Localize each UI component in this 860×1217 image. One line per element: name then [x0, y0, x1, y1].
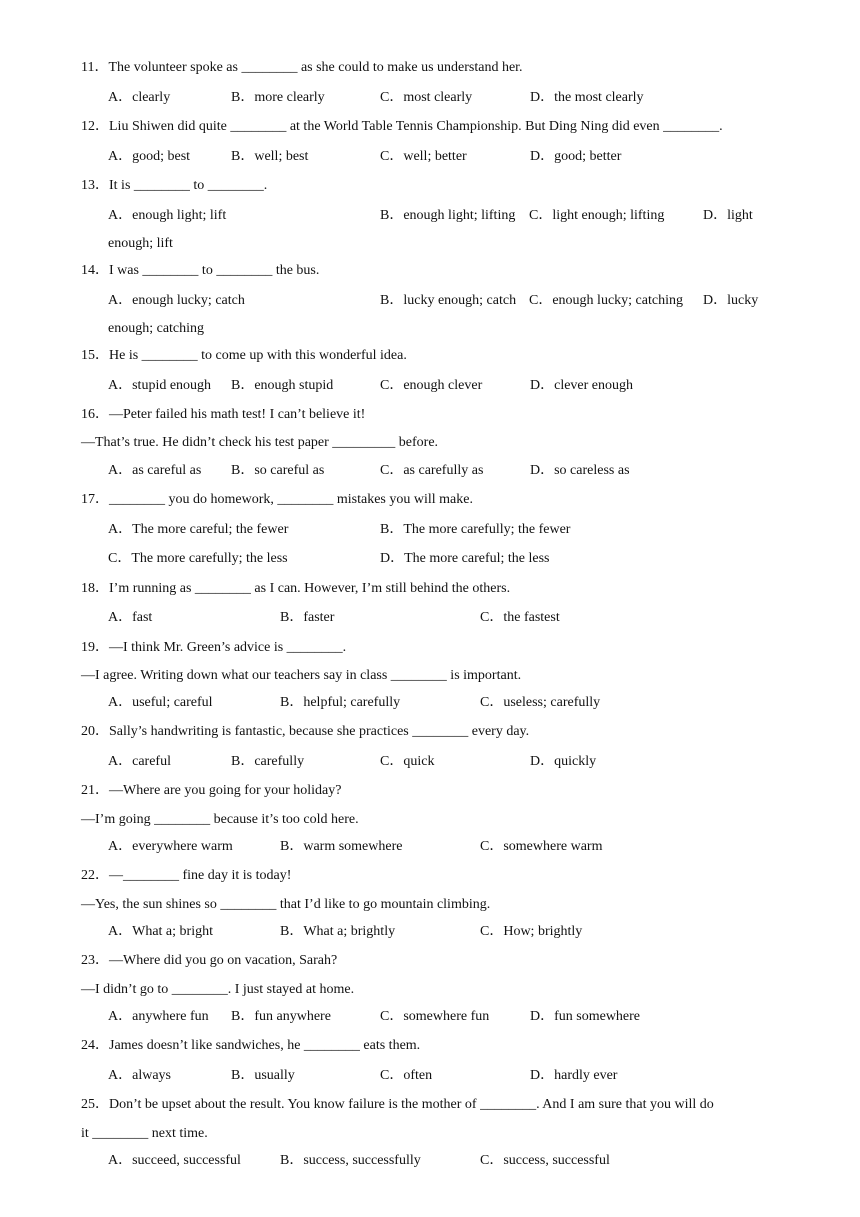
option-b: B．more clearly [231, 90, 325, 105]
option-c: C．as carefully as [380, 463, 484, 478]
option-d: D．hardly ever [530, 1068, 618, 1083]
option-b: B．helpful; carefully [280, 695, 401, 710]
option-b: B．lucky enough; catch [380, 293, 517, 308]
option-c: C．somewhere warm [480, 839, 603, 854]
option-c: C．quick [380, 754, 435, 769]
option-b: B．well; best [231, 149, 309, 164]
option-c: C．enough clever [380, 378, 483, 393]
option-d: D．good; better [530, 149, 622, 164]
option-c: C．somewhere fun [380, 1009, 490, 1024]
option-c: C．often [380, 1068, 433, 1083]
question-21-reply: —I’m going ________ because it’s too cold here. [81, 812, 359, 827]
question-21: 21．—Where are you going for your holiday? [81, 783, 342, 798]
option-d: D．light [703, 208, 753, 223]
option-a: A．careful [108, 754, 171, 769]
question-16-reply: —That’s true. He didn’t check his test paper _________ before. [81, 435, 439, 450]
question-25-cont: it ________ next time. [81, 1126, 208, 1141]
option-a: A．succeed, successful [108, 1153, 241, 1168]
option-b: B．carefully [231, 754, 305, 769]
option-c: C．most clearly [380, 90, 473, 105]
option-a: A．always [108, 1068, 171, 1083]
option-c: C．well; better [380, 149, 467, 164]
option-c: C．How; brightly [480, 924, 583, 939]
question-24: 24．James doesn’t like sandwiches, he ________ eats them. [81, 1038, 421, 1053]
option-a: A．stupid enough [108, 378, 212, 393]
question-15: 15．He is ________ to come up with this wonderful idea. [81, 348, 407, 363]
option-wrap-text: enough; lift [108, 236, 173, 251]
option-d: D．quickly [530, 754, 597, 769]
question-17: 17．________ you do homework, ________ mistakes you will make. [81, 492, 473, 507]
option-b: B．enough light; lifting [380, 208, 516, 223]
option-c: C．enough lucky; catching [529, 293, 683, 308]
option-b: B．fun anywhere [231, 1009, 331, 1024]
option-c: C．useless; carefully [480, 695, 601, 710]
option-a: A．The more careful; the fewer [108, 522, 289, 537]
question-19-reply: —I agree. Writing down what our teachers say in class ________ is important. [81, 668, 522, 683]
option-d: D．The more careful; the less [380, 551, 550, 566]
question-14: 14．I was ________ to ________ the bus. [81, 263, 320, 278]
option-c: C．The more carefully; the less [108, 551, 288, 566]
question-19: 19．—I think Mr. Green’s advice is ________. [81, 640, 347, 655]
option-c: C．success, successful [480, 1153, 610, 1168]
option-a: A．enough lucky; catch [108, 293, 245, 308]
option-b: B．success, successfully [280, 1153, 421, 1168]
option-c: C．light enough; lifting [529, 208, 665, 223]
question-22: 22．—________ fine day it is today! [81, 868, 292, 883]
option-a: A．anywhere fun [108, 1009, 209, 1024]
question-20: 20．Sally’s handwriting is fantastic, because she practices ________ every day. [81, 724, 530, 739]
option-d: D．clever enough [530, 378, 634, 393]
option-a: A．enough light; lift [108, 208, 227, 223]
option-b: B．The more carefully; the fewer [380, 522, 571, 537]
question-18: 18．I’m running as ________ as I can. However, I’m still behind the others. [81, 581, 511, 596]
option-b: B．warm somewhere [280, 839, 403, 854]
option-b: B．What a; brightly [280, 924, 396, 939]
option-d: D．fun somewhere [530, 1009, 641, 1024]
option-wrap-text: enough; catching [108, 321, 205, 336]
option-d: D．so careless as [530, 463, 630, 478]
question-11: 11．The volunteer spoke as ________ as she could to make us understand her. [81, 60, 523, 75]
option-a: A．as careful as [108, 463, 202, 478]
option-d: D．lucky [703, 293, 759, 308]
option-a: A．clearly [108, 90, 171, 105]
question-13: 13．It is ________ to ________. [81, 178, 268, 193]
option-a: A．good; best [108, 149, 191, 164]
option-b: B．usually [231, 1068, 295, 1083]
question-12: 12．Liu Shiwen did quite ________ at the World Table Tennis Championship. But Ding Ning did even ________. [81, 119, 723, 134]
option-d: D．the most clearly [530, 90, 644, 105]
option-b: B．so careful as [231, 463, 325, 478]
question-23-reply: —I didn’t go to ________. I just stayed at home. [81, 982, 355, 997]
option-b: B．faster [280, 610, 335, 625]
option-a: A．useful; careful [108, 695, 213, 710]
option-a: A．fast [108, 610, 153, 625]
question-22-reply: —Yes, the sun shines so ________ that I’d like to go mountain climbing. [81, 897, 491, 912]
option-a: A．everywhere warm [108, 839, 233, 854]
question-16: 16．—Peter failed his math test! I can’t believe it! [81, 407, 366, 422]
option-b: B．enough stupid [231, 378, 334, 393]
option-a: A．What a; bright [108, 924, 213, 939]
question-23: 23．—Where did you go on vacation, Sarah? [81, 953, 338, 968]
question-25: 25．Don’t be upset about the result. You know failure is the mother of ________. And I am sure that you will do [81, 1097, 714, 1112]
option-c: C．the fastest [480, 610, 560, 625]
